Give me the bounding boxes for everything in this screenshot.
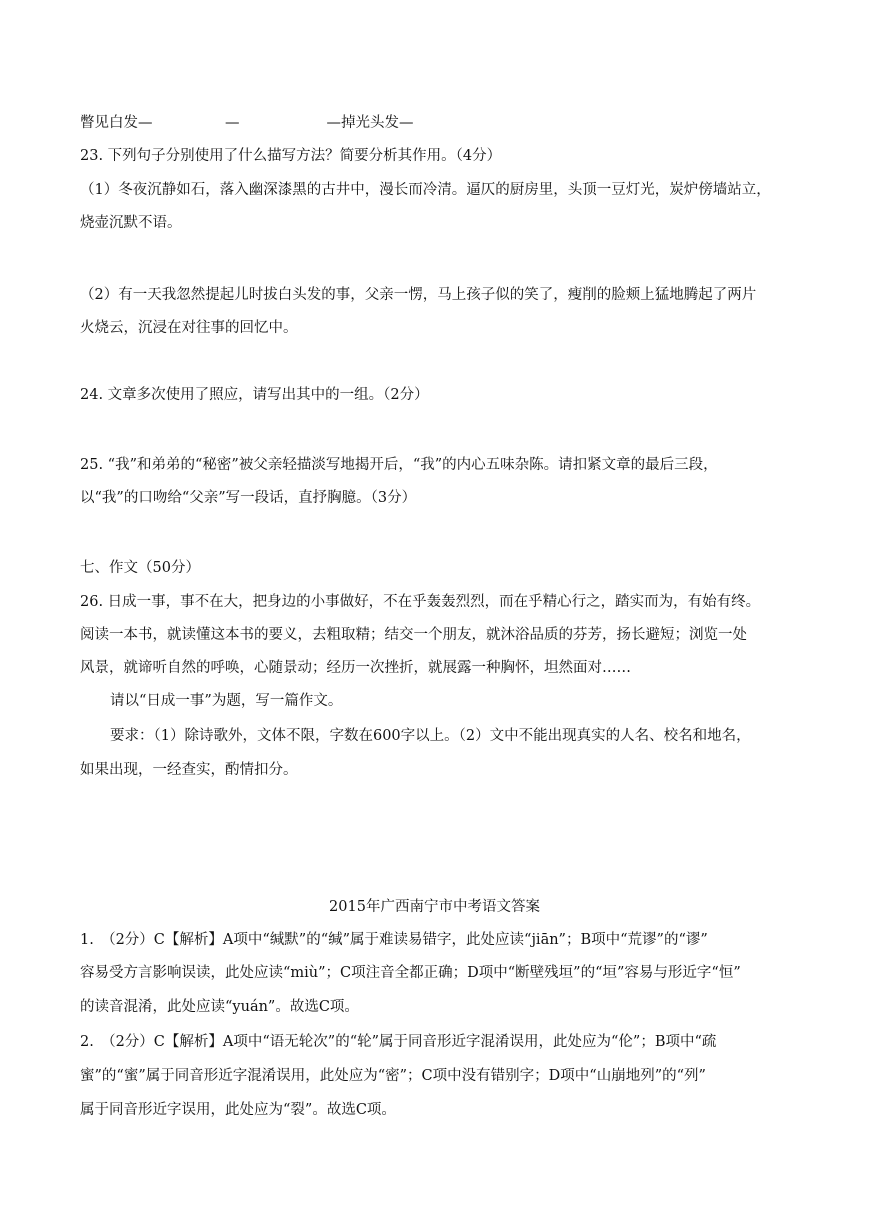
question-23-sentence-1: （1）冬夜沉静如石，落入幽深漆黑的古井中，漫长而冷清。逼仄的厨房里，头顶一豆灯光，炭炉傍墙站立，	[80, 182, 771, 198]
section-7-title: 七、作文（50分）	[80, 560, 200, 576]
question-25-line-1: 25. “我”和弟弟的“秘密”被父亲轻描淡写地揭开后，“我”的内心五味杂陈。请扣紧文章的最后三段，	[80, 457, 718, 473]
question-23-title: 23. 下列句子分别使用了什么描写方法？简要分析其作用。（4分）	[80, 148, 502, 164]
question-23-sentence-2: （2）有一天我忽然提起儿时拔白头发的事，父亲一愣，马上孩子似的笑了，瘦削的脸颊上猛地腾起了两片	[80, 287, 757, 303]
answer-1-line-3: 的读音混淆，此处应读“yuán”。故选C项。	[80, 999, 359, 1015]
question-26-line-1: 26. 日成一事，事不在大，把身边的小事做好，不在乎轰轰烈烈，而在乎精心行之，踏实而为，有始有终。	[80, 594, 761, 610]
question-26-requirements-cont: 如果出现，一经查实，酌情扣分。	[80, 762, 298, 778]
question-26-requirements: 要求：（1）除诗歌外，文体不限，字数在600字以上。（2）文中不能出现真实的人名、校名和地名，	[110, 728, 751, 744]
question-23-sentence-1-cont: 烧壶沉默不语。	[80, 215, 182, 231]
answers-title: 2015年广西南宁市中考语文答案	[329, 899, 540, 915]
question-24-title: 24. 文章多次使用了照应，请写出其中的一组。（2分）	[80, 387, 429, 403]
answer-2-line-3: 属于同音形近字误用，此处应为“裂”。故选C项。	[80, 1102, 396, 1118]
question-26-line-3: 风景，就谛听自然的呼唤，心随景动；经历一次挫折，就展露一种胸怀，坦然面对……	[80, 660, 631, 676]
flow-line: 瞥见白发— — —掉光头发—	[80, 115, 414, 131]
question-26-prompt: 请以“日成一事”为题，写一篇作文。	[110, 693, 343, 709]
answer-2-line-2: 蜜”的“蜜”属于同音形近字混淆误用，此处应为“密”；C项中没有错别字；D项中“山崩地列”的“列”	[80, 1068, 706, 1084]
question-25-line-2: 以“我”的口吻给“父亲”写一段话，直抒胸臆。（3分）	[80, 490, 417, 506]
answer-2-line-1: 2. （2分）C【解析】A项中“语无轮次”的“轮”属于同音形近字混淆误用，此处应为“伦”；B项中“疏	[80, 1034, 717, 1050]
question-26-line-2: 阅读一本书，就读懂这本书的要义，去粗取精；结交一个朋友，就沐浴品质的芬芳，扬长避短；浏览一处	[80, 627, 747, 643]
question-23-sentence-2-cont: 火烧云，沉浸在对往事的回忆中。	[80, 320, 298, 336]
answer-1-line-1: 1. （2分）C【解析】A项中“缄默”的“缄”属于难读易错字，此处应读“jiān”；B项中“荒谬”的“谬”	[80, 932, 708, 948]
answer-1-line-2: 容易受方言影响误读，此处应读“miù”；C项注音全都正确；D项中“断壁残垣”的“垣”容易与形近字“恒”	[80, 965, 741, 981]
